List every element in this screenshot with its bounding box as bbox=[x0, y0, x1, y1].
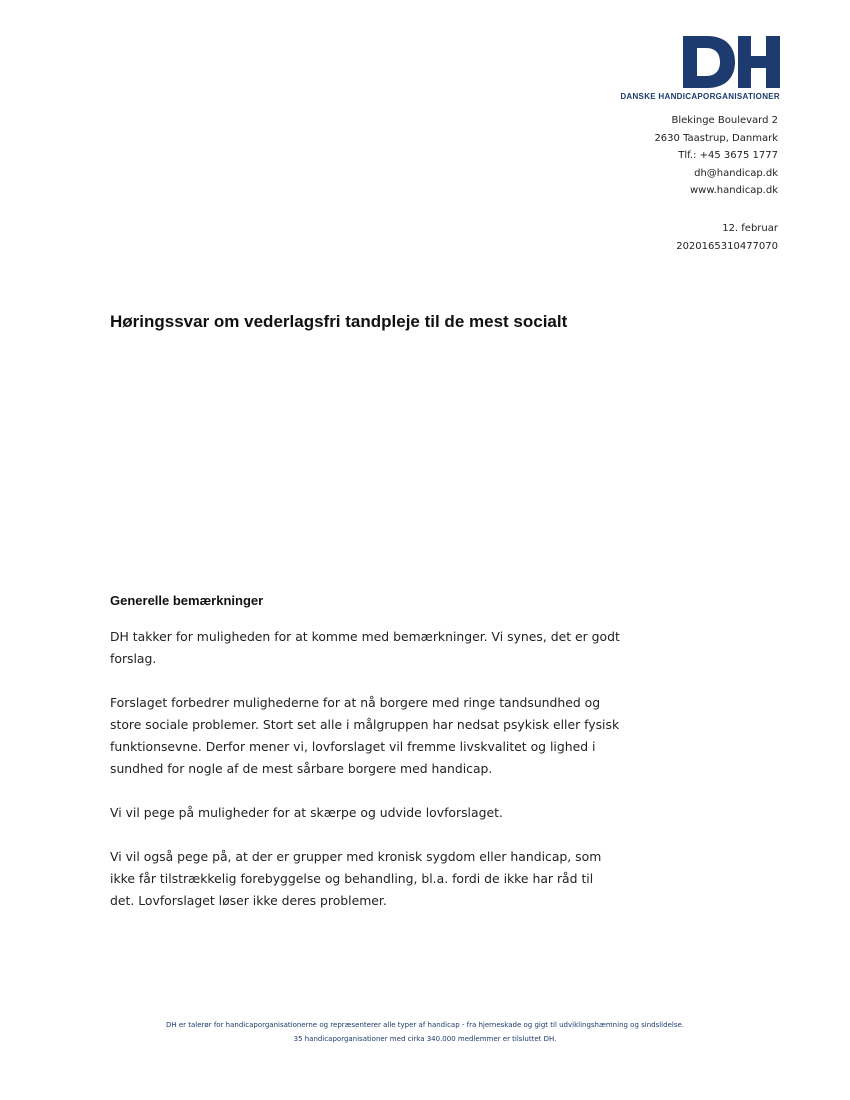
dh-logo-mark bbox=[683, 36, 780, 88]
page-footer bbox=[0, 1018, 850, 1046]
document-date: 12. februar bbox=[722, 223, 778, 234]
paragraph: DH takker for muligheden for at komme med bemærkninger. Vi synes, det er godt forslag. bbox=[110, 629, 620, 666]
sender-address bbox=[654, 112, 778, 200]
address-city: 2630 Taastrup, Danmark bbox=[654, 132, 778, 144]
address-email[interactable]: dh@handicap.dk bbox=[694, 167, 778, 179]
address-street: Blekinge Boulevard 2 bbox=[671, 115, 778, 126]
document-reference: 2020165310477070 bbox=[676, 240, 778, 252]
dh-logo bbox=[590, 36, 780, 101]
section-heading: Generelle bemærkninger bbox=[110, 593, 264, 608]
address-website[interactable]: www.handicap.dk bbox=[689, 185, 778, 196]
paragraph: Forslaget forbedrer mulighederne for at nå borgere med ringe tandsundhed og store sociale problemer. Stort set alle i målgruppen har nedsat psykisk eller fysisk funktionsevne. Derfor mener vi, lovforslaget vil fremme livskvalitet og lighed i sundhed for nogle af de mest sårbare borgere med handicap. bbox=[110, 695, 620, 776]
date-block bbox=[676, 220, 778, 255]
document-title: Høringssvar om vederlagsfri tandpleje til de mest socialt bbox=[110, 312, 568, 331]
address-phone: Tlf.: +45 3675 1777 bbox=[678, 150, 778, 161]
document-body bbox=[110, 626, 620, 934]
organization-name: DANSKE HANDICAPORGANISATIONER bbox=[620, 92, 780, 101]
paragraph: Vi vil pege på muligheder for at skærpe og udvide lovforslaget. bbox=[110, 805, 503, 820]
paragraph: Vi vil også pege på, at der er grupper med kronisk sygdom eller handicap, som ikke får tilstrækkelig forebyggelse og behandling, bl.a. fordi de ikke har råd til det. Lovforslaget løser ikke deres problemer. bbox=[110, 849, 602, 908]
footer-line-1: DH er talerør for handicaporganisationerne og repræsenterer alle typer af handicap - fra hjerneskade og gigt til udviklingshæmning og sindslidelse. bbox=[165, 1021, 685, 1029]
footer-line-2: 35 handicaporganisationer med cirka 340.000 medlemmer er tilsluttet DH. bbox=[293, 1035, 557, 1043]
